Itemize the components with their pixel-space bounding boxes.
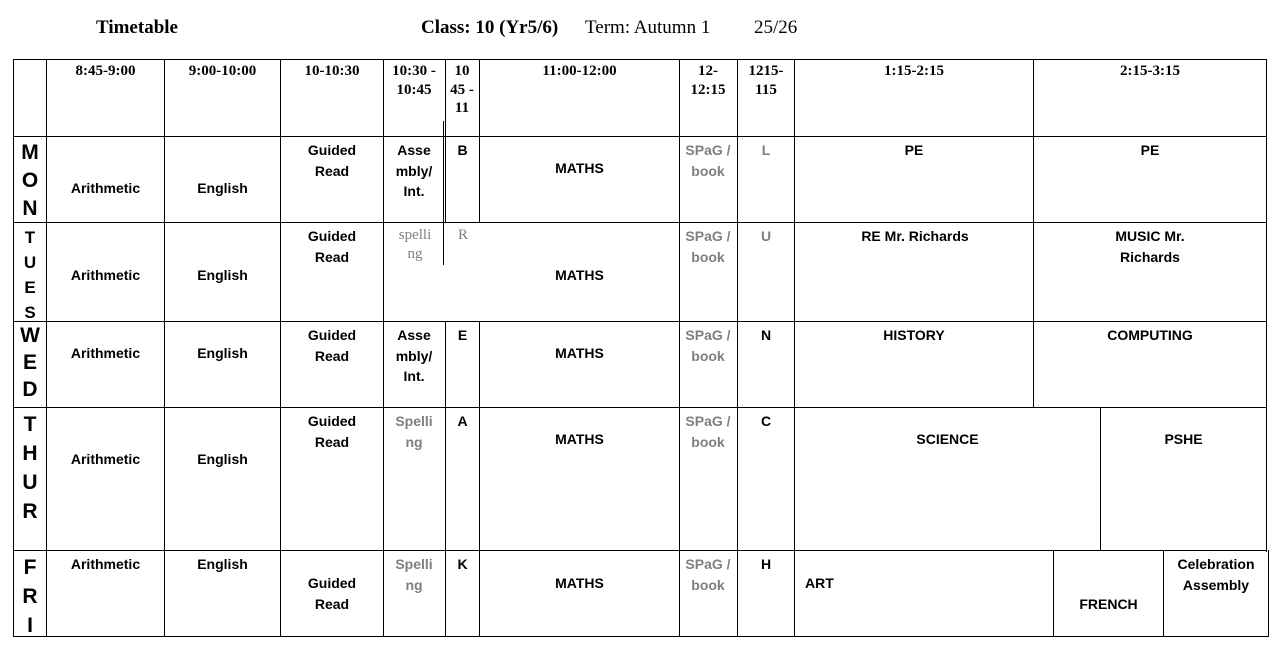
lesson-maths: MATHS	[555, 159, 604, 176]
break-letter: R	[457, 227, 468, 243]
grid-line	[443, 121, 444, 265]
time-header: 10:30 - 10:45	[392, 63, 436, 98]
lesson-arithmetic: Arithmetic	[70, 451, 141, 468]
lesson-arithmetic: Arithmetic	[70, 344, 141, 361]
grid-line	[1163, 550, 1164, 637]
lesson-english: English	[197, 344, 248, 361]
time-header: 11:00-12:00	[542, 63, 617, 79]
lesson-science: SCIENCE	[916, 430, 979, 447]
day-label-monday: M O N	[21, 141, 39, 220]
lesson-celebration-assembly: Celebration Assembly	[1177, 556, 1255, 593]
day-label-friday: F R I	[22, 556, 38, 637]
lesson-history: HISTORY	[883, 327, 945, 343]
break-letter: K	[457, 556, 468, 572]
lesson-guided-read: Guided Read	[307, 575, 357, 612]
lesson-spelling: Spelli ng	[395, 413, 433, 450]
day-label-wednesday: W E D	[20, 324, 40, 401]
lesson-arithmetic: Arithmetic	[70, 556, 141, 572]
grid-line	[280, 59, 281, 637]
break-letter: E	[457, 327, 468, 343]
term-label: Term: Autumn 1	[585, 17, 711, 38]
time-header: 2:15-3:15	[1120, 63, 1180, 79]
lesson-maths: MATHS	[555, 430, 604, 447]
lesson-assembly: Asse mbly/ Int.	[395, 327, 433, 384]
lunch-letter: N	[760, 327, 772, 343]
grid-line	[1266, 59, 1267, 552]
school-year: 25/26	[754, 17, 798, 38]
lesson-pshe: PSHE	[1164, 430, 1203, 447]
lesson-english: English	[197, 451, 248, 468]
lesson-computing: COMPUTING	[1107, 327, 1193, 343]
page-title: Timetable	[96, 17, 178, 38]
lunch-letter: C	[760, 413, 772, 429]
break-letter: B	[457, 142, 468, 158]
lesson-english: English	[197, 266, 248, 283]
lesson-french: FRENCH	[1079, 595, 1138, 612]
time-header: 8:45-9:00	[75, 63, 136, 79]
lesson-spelling: Spelli ng	[395, 556, 433, 593]
break-letter: A	[457, 413, 468, 429]
time-header: 9:00-10:00	[188, 63, 257, 79]
lesson-music: MUSIC Mr. Richards	[1115, 228, 1185, 265]
lesson-re: RE Mr. Richards	[861, 228, 969, 244]
grid-line	[679, 59, 680, 637]
lesson-pe: PE	[1140, 142, 1160, 158]
lesson-maths: MATHS	[555, 344, 604, 361]
grid-line	[13, 636, 1269, 637]
class-label: Class: 10 (Yr5/6)	[421, 17, 559, 38]
time-header: 12- 12:15	[690, 63, 726, 98]
lesson-arithmetic: Arithmetic	[70, 266, 141, 283]
lesson-guided-read: Guided Read	[307, 413, 357, 450]
lunch-letter: L	[761, 142, 771, 158]
lesson-spag: SPaG / book	[685, 228, 731, 265]
lunch-letter: H	[760, 556, 772, 572]
lesson-english: English	[197, 556, 248, 572]
time-header: 1:15-2:15	[884, 63, 944, 79]
lesson-guided-read: Guided Read	[307, 228, 357, 265]
lesson-guided-read: Guided Read	[307, 327, 357, 364]
lesson-spag: SPaG / book	[685, 413, 731, 450]
time-header: 1215- 115	[748, 63, 784, 98]
lesson-spag: SPaG / book	[685, 327, 731, 364]
day-label-thursday: T H U R	[22, 413, 38, 523]
grid-line	[383, 59, 384, 637]
time-header: 10-10:30	[304, 63, 360, 79]
day-label-tuesday: T U E S	[23, 228, 37, 322]
lesson-assembly: Asse mbly/ Int.	[395, 142, 433, 199]
lesson-arithmetic: Arithmetic	[70, 180, 141, 197]
lunch-letter: U	[760, 228, 772, 244]
lesson-spag: SPaG / book	[685, 142, 731, 179]
lesson-spelling: spelli ng	[398, 227, 432, 262]
lesson-guided-read: Guided Read	[307, 142, 357, 179]
lesson-pe: PE	[904, 142, 924, 158]
time-header: 10 45 - 11	[450, 63, 474, 116]
lesson-english: English	[197, 180, 248, 197]
lesson-maths: MATHS	[555, 574, 604, 591]
lesson-spag: SPaG / book	[685, 556, 731, 593]
lesson-maths: MATHS	[555, 266, 604, 283]
grid-line	[1268, 550, 1269, 637]
lesson-art: ART	[805, 574, 834, 591]
